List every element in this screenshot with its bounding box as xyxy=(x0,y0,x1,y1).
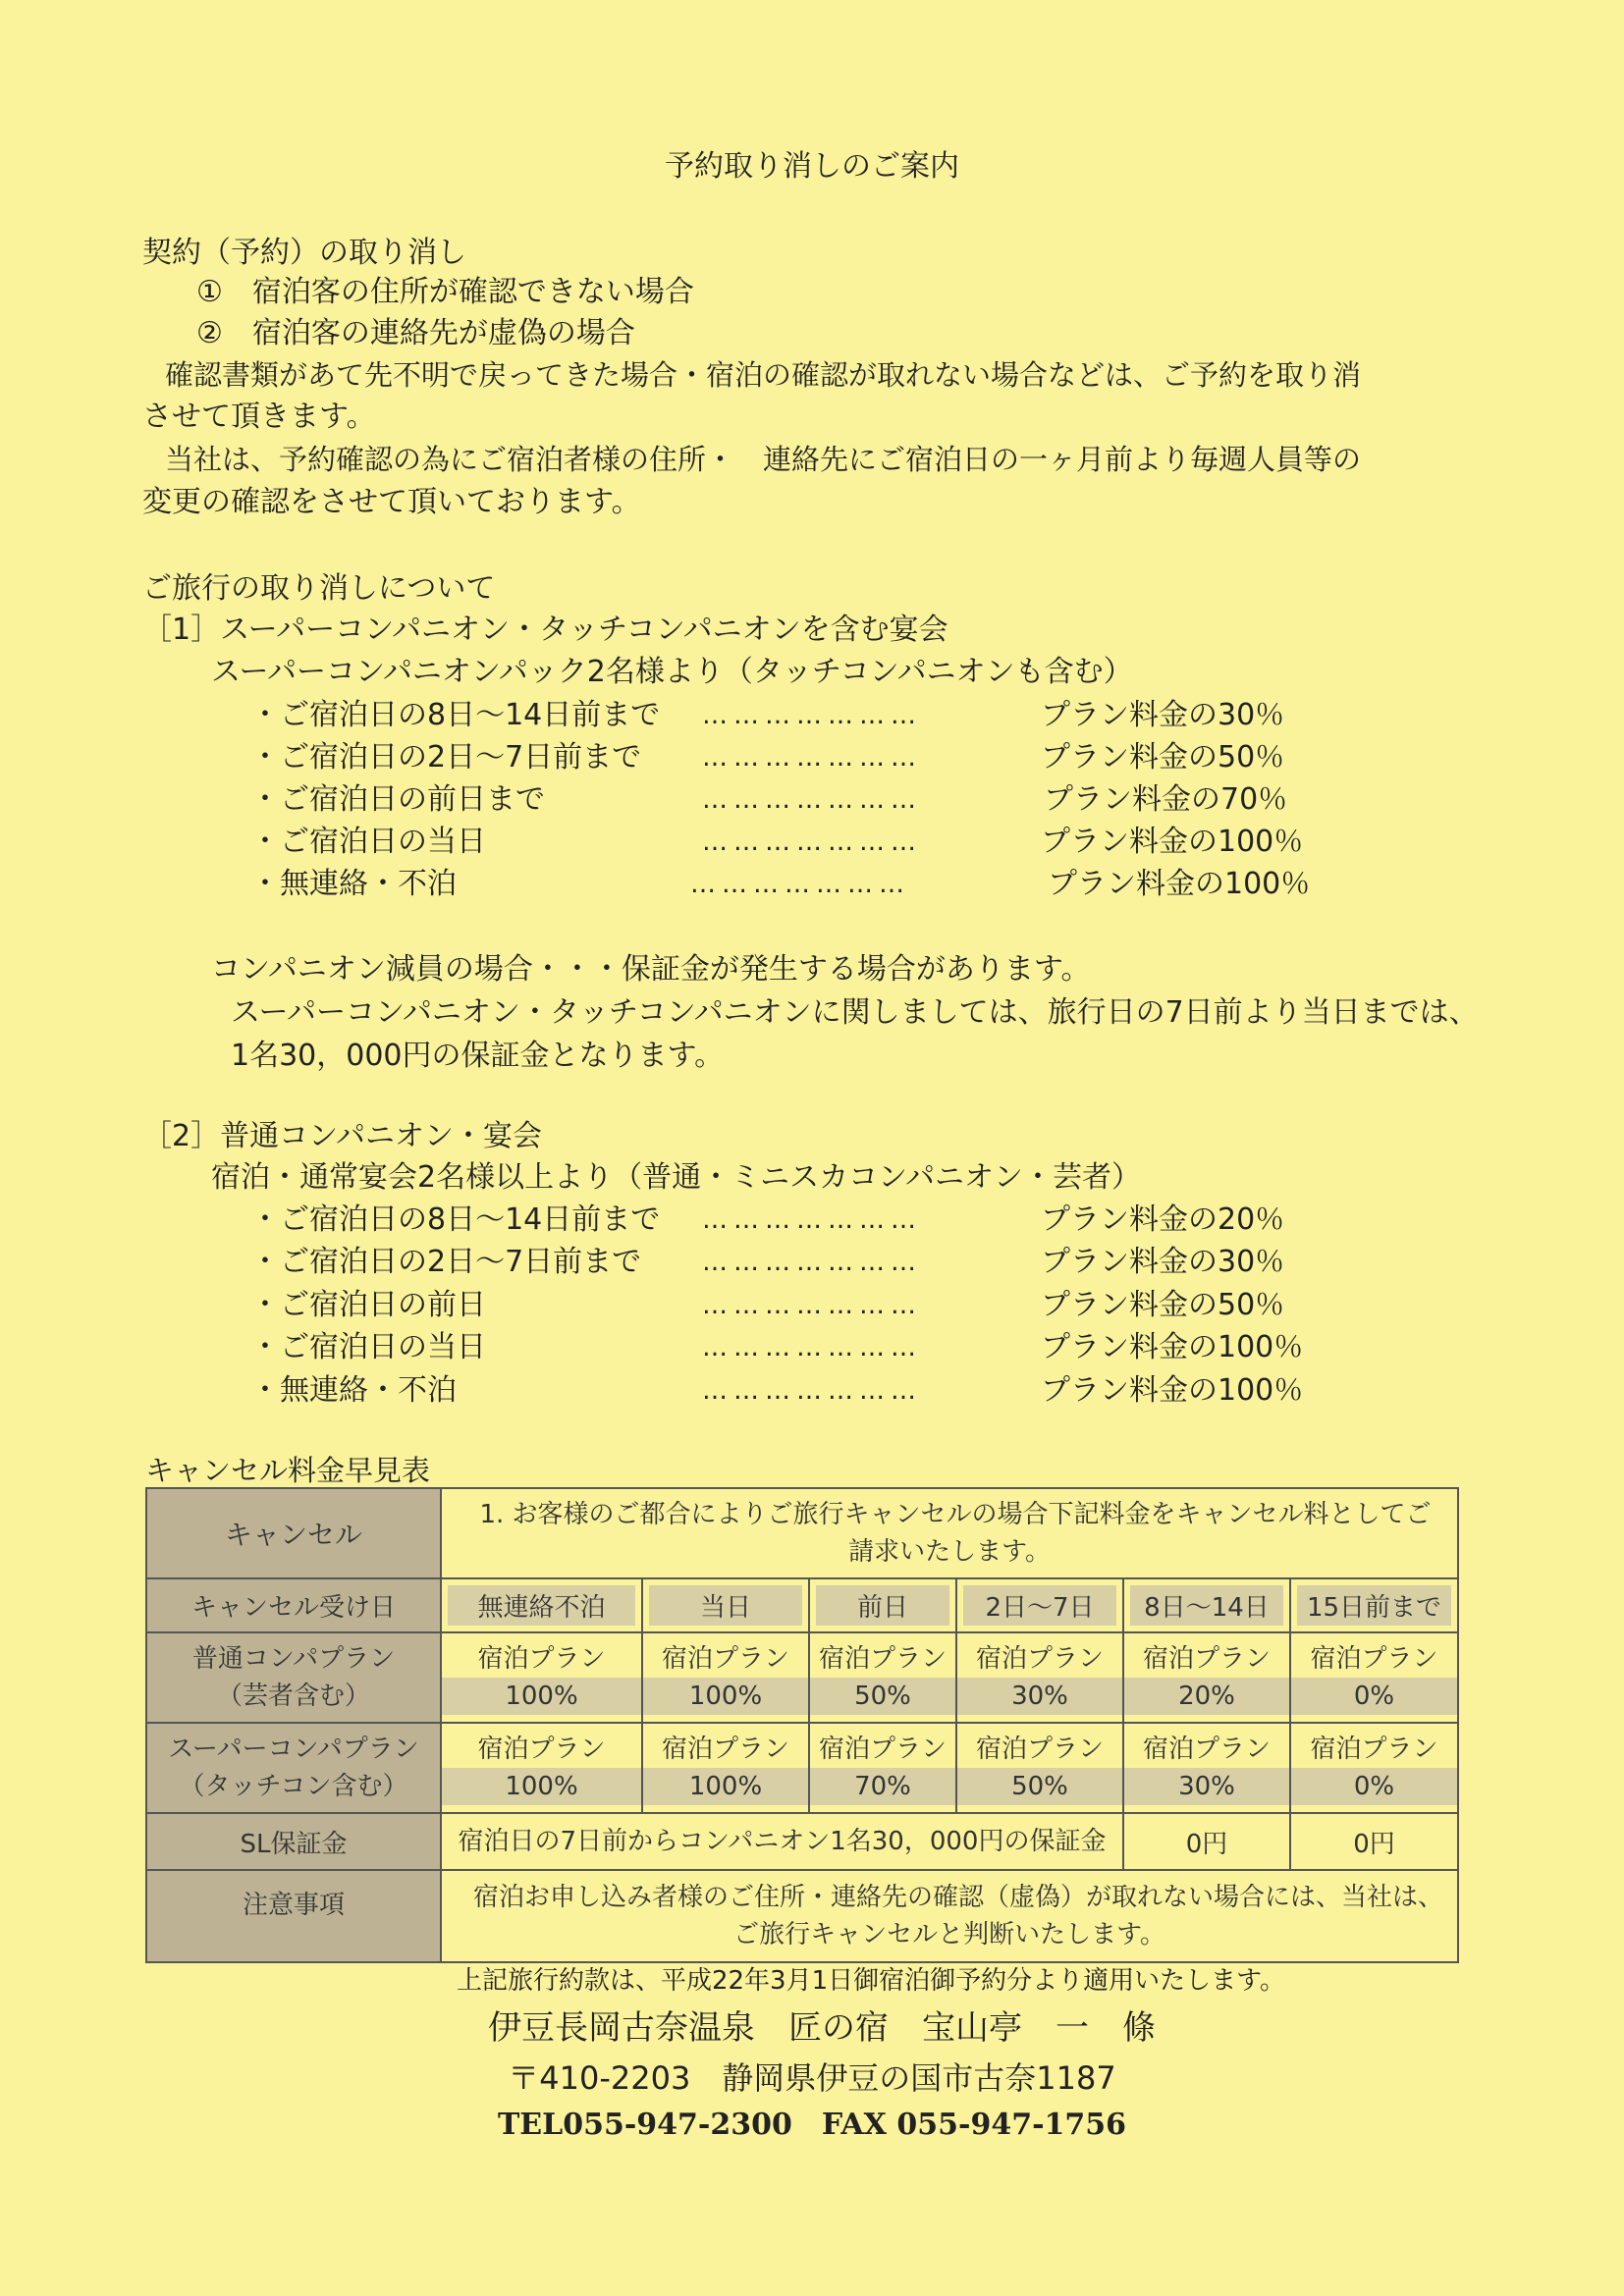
rule-label: ・無連絡・不泊 xyxy=(250,1373,457,1408)
contract-para2-line2: 変更の確認をさせて頂いております。 xyxy=(142,485,641,519)
sl-8-14: 0円 xyxy=(1185,1829,1228,1859)
rule-dots: ………………… xyxy=(702,1376,922,1406)
table-row xyxy=(146,1632,1458,1723)
fee-cell xyxy=(1123,1632,1290,1723)
column-header-label: 無連絡不泊 xyxy=(448,1585,635,1626)
column-header xyxy=(642,1578,809,1632)
column-header-label: 15日前まで xyxy=(1297,1585,1451,1626)
row-label-line2: （タッチコン含む） xyxy=(179,1772,408,1801)
rule-dots: ………………… xyxy=(690,870,910,899)
row-label-cell xyxy=(146,1723,441,1813)
notes-label-cell xyxy=(146,1870,441,1962)
section2-heading: ［2］普通コンパニオン・宴会 xyxy=(142,1119,542,1153)
rule-label: ・無連絡・不泊 xyxy=(250,867,457,901)
date-label: キャンセル受け日 xyxy=(190,1593,396,1623)
rule-label: ・ご宿泊日の2日～7日前まで xyxy=(250,740,642,774)
row-label-line2: （芸者含む） xyxy=(216,1682,370,1711)
fee-percent: 100% xyxy=(643,1768,808,1805)
rule-dots: ………………… xyxy=(702,1248,922,1277)
fee-plan: 宿泊プラン xyxy=(1142,1644,1271,1674)
fee-cell xyxy=(441,1632,642,1723)
cancel-label-cell xyxy=(146,1488,441,1578)
section2-rule xyxy=(250,1371,1380,1411)
fee-plan: 宿泊プラン xyxy=(661,1644,789,1674)
notes-text-cell xyxy=(441,1870,1458,1962)
fee-percent: 20% xyxy=(1124,1678,1289,1715)
rule-dots: ………………… xyxy=(702,1333,922,1362)
contract-item-2: ② 宿泊客の連絡先が虚偽の場合 xyxy=(196,316,635,350)
section1-rule xyxy=(250,823,1380,862)
column-header xyxy=(1123,1578,1290,1632)
contract-heading: 契約（予約）の取り消し xyxy=(142,236,466,270)
fee-cell xyxy=(1123,1723,1290,1813)
rule-rate: プラン料金の30％ xyxy=(1041,1245,1285,1279)
inn-contact: TEL055-947-2300 FAX 055-947-1756 xyxy=(497,2108,1127,2142)
sl-label: SL保証金 xyxy=(240,1829,348,1859)
section1-note2: スーパーコンパニオン・タッチコンパニオンに関しましては、旅行日の7日前より当日までは、 xyxy=(231,995,1479,1030)
rule-rate: プラン料金の50％ xyxy=(1041,740,1285,774)
fee-cell xyxy=(441,1723,642,1813)
sl-text: 宿泊日の7日前からコンパニオン1名30，000円の保証金 xyxy=(458,1827,1107,1856)
section1-rule xyxy=(250,865,1380,904)
table-row xyxy=(146,1870,1458,1962)
rule-dots: ………………… xyxy=(702,743,922,773)
rule-dots: ………………… xyxy=(702,1205,922,1235)
rule-dots: ………………… xyxy=(702,701,922,730)
section1-note1: コンパニオン減員の場合・・・保証金が発生する場合があります。 xyxy=(211,952,1091,987)
section1-heading: ［1］スーパーコンパニオン・タッチコンパニオンを含む宴会 xyxy=(142,613,948,647)
notes-line1: 宿泊お申し込み者様のご住所・連絡先の確認（虚偽）が取れない場合には、当社は、 xyxy=(473,1883,1444,1912)
rule-label: ・ご宿泊日の当日 xyxy=(250,825,486,859)
cancel-label: キャンセル xyxy=(224,1519,362,1551)
fee-plan: 宿泊プラン xyxy=(1142,1735,1271,1764)
fee-cell xyxy=(809,1632,956,1723)
sl-15-cell xyxy=(1290,1813,1458,1870)
rule-label: ・ご宿泊日の前日まで xyxy=(250,782,545,817)
fee-percent: 70% xyxy=(810,1768,955,1805)
rule-rate: プラン料金の100％ xyxy=(1041,1373,1304,1408)
fee-percent: 30% xyxy=(957,1678,1122,1715)
sl-15: 0円 xyxy=(1353,1829,1395,1859)
notes-label: 注意事項 xyxy=(242,1891,345,1920)
fee-cell xyxy=(956,1723,1123,1813)
sl-label-cell xyxy=(146,1813,441,1870)
fee-percent: 100% xyxy=(442,1678,641,1715)
inn-address: 〒410-2203 静岡県伊豆の国市古奈1187 xyxy=(508,2059,1116,2097)
row-label-line1: 普通コンパプラン xyxy=(191,1644,396,1674)
rule-label: ・ご宿泊日の前日 xyxy=(250,1288,486,1322)
rule-label: ・ご宿泊日の8日～14日前まで xyxy=(250,698,661,732)
fee-percent: 50% xyxy=(957,1768,1122,1805)
contract-para1-line1: 確認書類があて先不明で戻ってきた場合・宿泊の確認が取れない場合などは、ご予約を取り消 xyxy=(165,358,1362,392)
rule-rate: プラン料金の20％ xyxy=(1041,1202,1285,1237)
table-row xyxy=(146,1723,1458,1813)
section1-rule xyxy=(250,780,1380,820)
contract-para2-line1: 当社は、予約確認の為にご宿泊者様の住所・ 連絡先にご宿泊日の一ヶ月前より毎週人員等の xyxy=(165,443,1362,476)
fee-percent: 100% xyxy=(442,1768,641,1805)
fee-plan: 宿泊プラン xyxy=(975,1644,1104,1674)
fee-percent: 0% xyxy=(1291,1768,1457,1805)
fee-cell xyxy=(956,1632,1123,1723)
fee-plan: 宿泊プラン xyxy=(661,1735,789,1764)
rule-rate: プラン料金の100％ xyxy=(1041,825,1304,859)
fee-plan: 宿泊プラン xyxy=(818,1735,947,1764)
fee-cell xyxy=(642,1632,809,1723)
fee-cell xyxy=(809,1723,956,1813)
column-header xyxy=(1290,1578,1458,1632)
fee-percent: 100% xyxy=(643,1678,808,1715)
table-row xyxy=(146,1813,1458,1870)
fee-percent: 30% xyxy=(1124,1768,1289,1805)
effective-note: 上記旅行約款は、平成22年3月1日御宿泊御予約分より適用いたします。 xyxy=(456,1966,1286,1996)
rule-dots: ………………… xyxy=(702,1291,922,1320)
cancel-text-cell xyxy=(441,1488,1458,1578)
contract-item-1: ① 宿泊客の住所が確認できない場合 xyxy=(196,275,694,309)
rule-dots: ………………… xyxy=(702,785,922,815)
page-title: 予約取り消しのご案内 xyxy=(665,149,959,184)
fee-plan: 宿泊プラン xyxy=(1310,1644,1438,1674)
cancel-text-line2: 請求いたします。 xyxy=(848,1537,1051,1567)
sl-text-cell xyxy=(441,1813,1123,1870)
notes-line2: ご旅行キャンセルと判断いたします。 xyxy=(733,1920,1165,1949)
section1-rule xyxy=(250,696,1380,735)
column-header-label: 2日～7日 xyxy=(963,1585,1116,1626)
fee-cell xyxy=(642,1723,809,1813)
sl-8-14-cell xyxy=(1123,1813,1290,1870)
section2-rule xyxy=(250,1201,1380,1240)
table-row xyxy=(146,1488,1458,1578)
column-header-label: 8日～14日 xyxy=(1130,1585,1283,1626)
column-header xyxy=(809,1578,956,1632)
travel-heading: ご旅行の取り消しについて xyxy=(142,571,496,606)
section1-rule xyxy=(250,738,1380,777)
fee-cell xyxy=(1290,1632,1458,1723)
fee-percent: 0% xyxy=(1291,1678,1457,1715)
rule-rate: プラン料金の100％ xyxy=(1048,867,1311,901)
table-row xyxy=(146,1578,1458,1632)
fee-percent: 50% xyxy=(810,1678,955,1715)
rule-rate: プラン料金の30％ xyxy=(1041,698,1285,732)
section2-rule xyxy=(250,1328,1380,1367)
rule-label: ・ご宿泊日の8日～14日前まで xyxy=(250,1202,661,1237)
row-label-cell xyxy=(146,1632,441,1723)
section1-subheading: スーパーコンパニオンパック2名様より（タッチコンパニオンも含む） xyxy=(211,655,1133,689)
column-header-label: 前日 xyxy=(816,1585,949,1626)
cancellation-fee-table xyxy=(145,1487,1459,1963)
fee-cell xyxy=(1290,1723,1458,1813)
contract-para1-line2: させて頂きます。 xyxy=(142,400,376,434)
fee-plan: 宿泊プラン xyxy=(477,1735,606,1764)
column-header xyxy=(956,1578,1123,1632)
rule-rate: プラン料金の70％ xyxy=(1044,782,1288,817)
fee-plan: 宿泊プラン xyxy=(975,1735,1104,1764)
section1-note3: 1名30，000円の保証金となります。 xyxy=(231,1039,725,1073)
fee-plan: 宿泊プラン xyxy=(1310,1735,1438,1764)
fee-plan: 宿泊プラン xyxy=(477,1644,606,1674)
fee-plan: 宿泊プラン xyxy=(818,1644,947,1674)
inn-name: 伊豆長岡古奈温泉 匠の宿 宝山亭 一 條 xyxy=(488,2008,1156,2048)
date-label-cell xyxy=(146,1578,441,1632)
column-header-label: 当日 xyxy=(649,1585,802,1626)
section2-rule xyxy=(250,1286,1380,1325)
rule-dots: ………………… xyxy=(702,828,922,857)
cancel-text-line1: 1. お客様のご都合によりご旅行キャンセルの場合下記料金をキャンセル料としてご xyxy=(479,1500,1432,1529)
row-label-line1: スーパーコンパプラン xyxy=(168,1735,419,1764)
rule-rate: プラン料金の100％ xyxy=(1041,1330,1304,1364)
rule-label: ・ご宿泊日の当日 xyxy=(250,1330,486,1364)
column-header xyxy=(441,1578,642,1632)
rule-label: ・ご宿泊日の2日～7日前まで xyxy=(250,1245,642,1279)
section2-subheading: 宿泊・通常宴会2名様以上より（普通・ミニスカコンパニオン・芸者） xyxy=(211,1160,1141,1195)
rule-rate: プラン料金の50％ xyxy=(1041,1288,1285,1322)
section2-rule xyxy=(250,1243,1380,1282)
table-caption: キャンセル料金早見表 xyxy=(145,1454,431,1487)
